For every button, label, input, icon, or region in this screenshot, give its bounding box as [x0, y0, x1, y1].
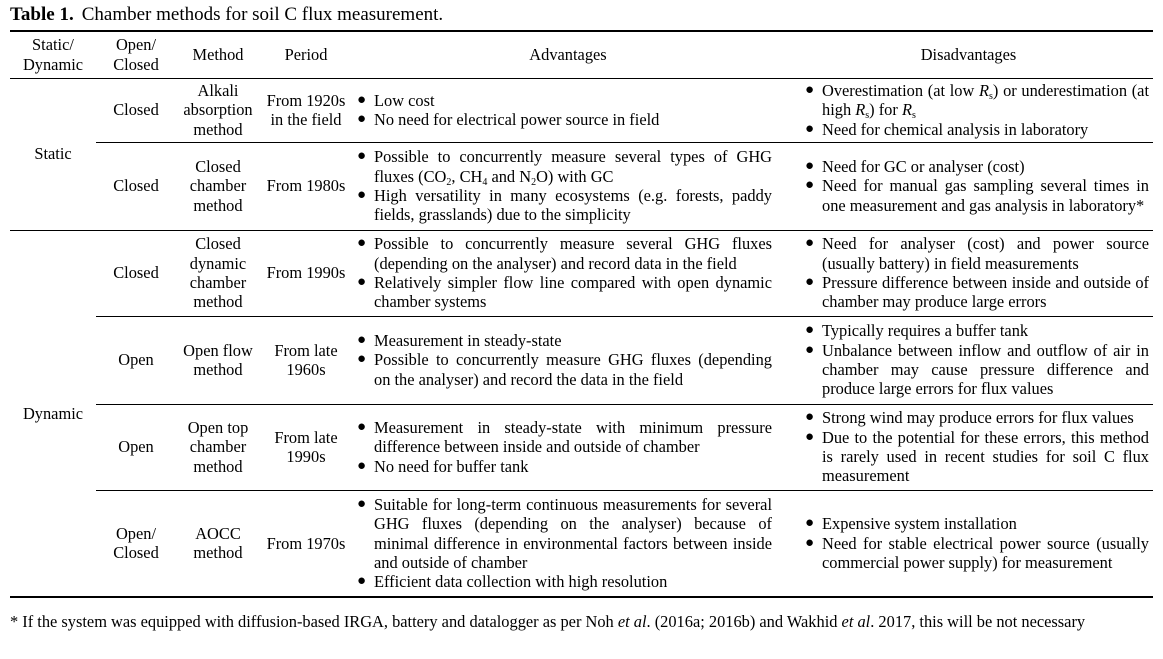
bullet-icon: ●	[357, 495, 367, 512]
table-row	[10, 404, 1153, 490]
advantages-cell	[352, 78, 784, 142]
bullet-icon: ●	[357, 331, 367, 348]
dynamic-group	[10, 230, 1153, 597]
table-row	[10, 78, 1153, 142]
period-cell: From 1980s	[260, 142, 352, 230]
list-item: ● Possible to concurrently measure several GHG fluxes (depending on the analyser) and record data in the field	[357, 234, 772, 273]
chamber-methods-table	[10, 30, 1153, 598]
bullet-icon: ●	[805, 534, 815, 551]
type-cell: Closed	[113, 100, 159, 120]
method-cell: Closed dynamic chamber method	[176, 230, 260, 316]
list-item: ● Need for chemical analysis in laboratory	[805, 119, 1089, 139]
list-item: ● Measurement in steady-state with minimum pressure difference between inside and outside of chamber	[357, 417, 772, 457]
period-cell: From 1920s in the field	[266, 90, 346, 129]
table-header	[10, 31, 1153, 78]
bullet-icon: ●	[805, 120, 815, 137]
list-item: ● Need for manual gas sampling several times in one measurement and gas analysis in laboratory*	[805, 176, 1149, 215]
list-item: ● Possible to concurrently measure GHG fluxes (depending on the analyser) and record the data in the field	[357, 350, 772, 389]
advantages-cell	[352, 490, 784, 597]
bullet-icon: ●	[357, 91, 367, 108]
header-advantages: Advantages	[529, 45, 607, 65]
bullet-icon: ●	[357, 235, 367, 252]
method-cell: Open flow method	[176, 316, 260, 404]
bullet-icon: ●	[357, 418, 367, 435]
table-row	[10, 230, 1153, 316]
list-item: ● Typically requires a buffer tank	[805, 321, 1029, 341]
type-cell: Closed	[96, 230, 176, 316]
table-caption	[10, 4, 443, 26]
bullet-icon: ●	[805, 515, 815, 532]
header-method: Method	[192, 45, 244, 65]
table-label: Table 1.	[10, 4, 74, 25]
method-cell: Open top chamber method	[176, 404, 260, 490]
header-open-closed: Open/ Closed	[113, 35, 159, 74]
type-cell: Open	[96, 404, 176, 490]
table-footnote: * If the system was equipped with diffusion-based IRGA, battery and datalogger as per Noh et al. (2016a; 2016b) and Wakhid et al. 2017, this will be not necessary	[10, 612, 1086, 631]
group-dynamic: Dynamic	[10, 230, 96, 597]
list-item: ● Efficient data collection with high resolution	[357, 572, 668, 592]
bullet-icon: ●	[357, 351, 367, 368]
method-cell: Alkali absorption method	[183, 80, 253, 139]
list-item: ● Overestimation (at low $R_s$) or underestimation (at high $R_s$) for $R_s$	[805, 80, 1149, 122]
disadvantages-cell	[784, 490, 1153, 597]
bullet-icon: ●	[805, 274, 815, 290]
list-item: ● High versatility in many ecosystems (e.g. forests, paddy fields, grasslands) due to the simplicity	[357, 186, 772, 225]
type-cell: Open/ Closed	[96, 490, 176, 597]
list-item: ● Unbalance between inflow and outflow of air in chamber may cause pressure difference and produce large errors for flux values	[805, 340, 1149, 399]
type-cell: Closed	[96, 142, 176, 230]
period-cell: From late 1990s	[260, 404, 352, 490]
list-item: ● Measurement in steady-state	[357, 330, 562, 350]
list-item: ● Suitable for long-term continuous measurements for several GHG fluxes (depending on the analyser) because of minimal difference in environmental factors between inside and outside of chamber	[357, 494, 772, 572]
method-cell: Closed chamber method	[176, 142, 260, 230]
list-item: ● Expensive system installation	[805, 514, 1017, 534]
bullet-icon: ●	[805, 235, 815, 252]
bullet-icon: ●	[357, 111, 367, 127]
list-item: ● Pressure difference between inside and outside of chamber may produce large errors	[805, 273, 1149, 312]
list-item: ● Need for analyser (cost) and power source (usually battery) in field measurements	[805, 234, 1149, 273]
bullet-icon: ●	[805, 409, 815, 426]
bullet-icon: ●	[357, 274, 367, 290]
bullet-icon: ●	[805, 177, 815, 194]
bullet-icon: ●	[805, 157, 815, 174]
header-period: Period	[284, 45, 328, 65]
type-cell: Open	[96, 316, 176, 404]
list-item: ● No need for electrical power source in field	[357, 110, 660, 129]
bullet-icon: ●	[357, 187, 367, 203]
group-static: Static	[34, 144, 72, 164]
list-item: ● Low cost	[357, 90, 435, 110]
bullet-icon: ●	[805, 81, 815, 98]
bullet-icon: ●	[805, 341, 815, 358]
list-item: ● Relatively simpler flow line compared with open dynamic chamber systems	[357, 273, 772, 312]
header-disadvantages: Disadvantages	[920, 45, 1017, 65]
table-title: Chamber methods for soil C flux measurement.	[81, 4, 444, 25]
bullet-icon: ●	[357, 573, 367, 590]
method-cell: AOCC method	[176, 490, 260, 597]
table-row	[10, 142, 1153, 230]
disadvantages-cell	[784, 230, 1153, 316]
period-cell: From late 1960s	[260, 316, 352, 404]
list-item: ● Strong wind may produce errors for flux values	[805, 408, 1134, 428]
list-item: ● Need for stable electrical power source (usually commercial power supply) for measurement	[805, 533, 1149, 572]
list-item: ● Need for GC or analyser (cost)	[805, 156, 1025, 176]
advantages-cell	[352, 404, 784, 490]
list-item: ● Due to the potential for these errors, this method is rarely used in recent studies for soil C flux measurement	[805, 427, 1149, 486]
header-static-dynamic: Static/ Dynamic	[22, 35, 84, 74]
static-group	[10, 78, 1153, 230]
list-item: ● Possible to concurrently measure several types of GHG fluxes ($CO_2$, $CH_4$ and $N_2O$) with GC	[357, 147, 772, 188]
table-row	[10, 316, 1153, 404]
table-row	[10, 490, 1153, 597]
period-cell: From 1970s	[260, 490, 352, 597]
disadvantages-cell	[784, 404, 1153, 490]
period-cell: From 1990s	[260, 230, 352, 316]
bullet-icon: ●	[805, 428, 815, 445]
advantages-cell	[352, 142, 784, 230]
bullet-icon: ●	[357, 148, 367, 165]
disadvantages-cell	[784, 78, 1153, 142]
bullet-icon: ●	[805, 322, 815, 339]
list-item: ● No need for buffer tank	[357, 456, 529, 476]
disadvantages-cell	[784, 316, 1153, 404]
disadvantages-cell	[784, 142, 1153, 230]
bullet-icon: ●	[357, 457, 367, 474]
advantages-cell	[352, 230, 784, 316]
advantages-cell	[352, 316, 784, 404]
